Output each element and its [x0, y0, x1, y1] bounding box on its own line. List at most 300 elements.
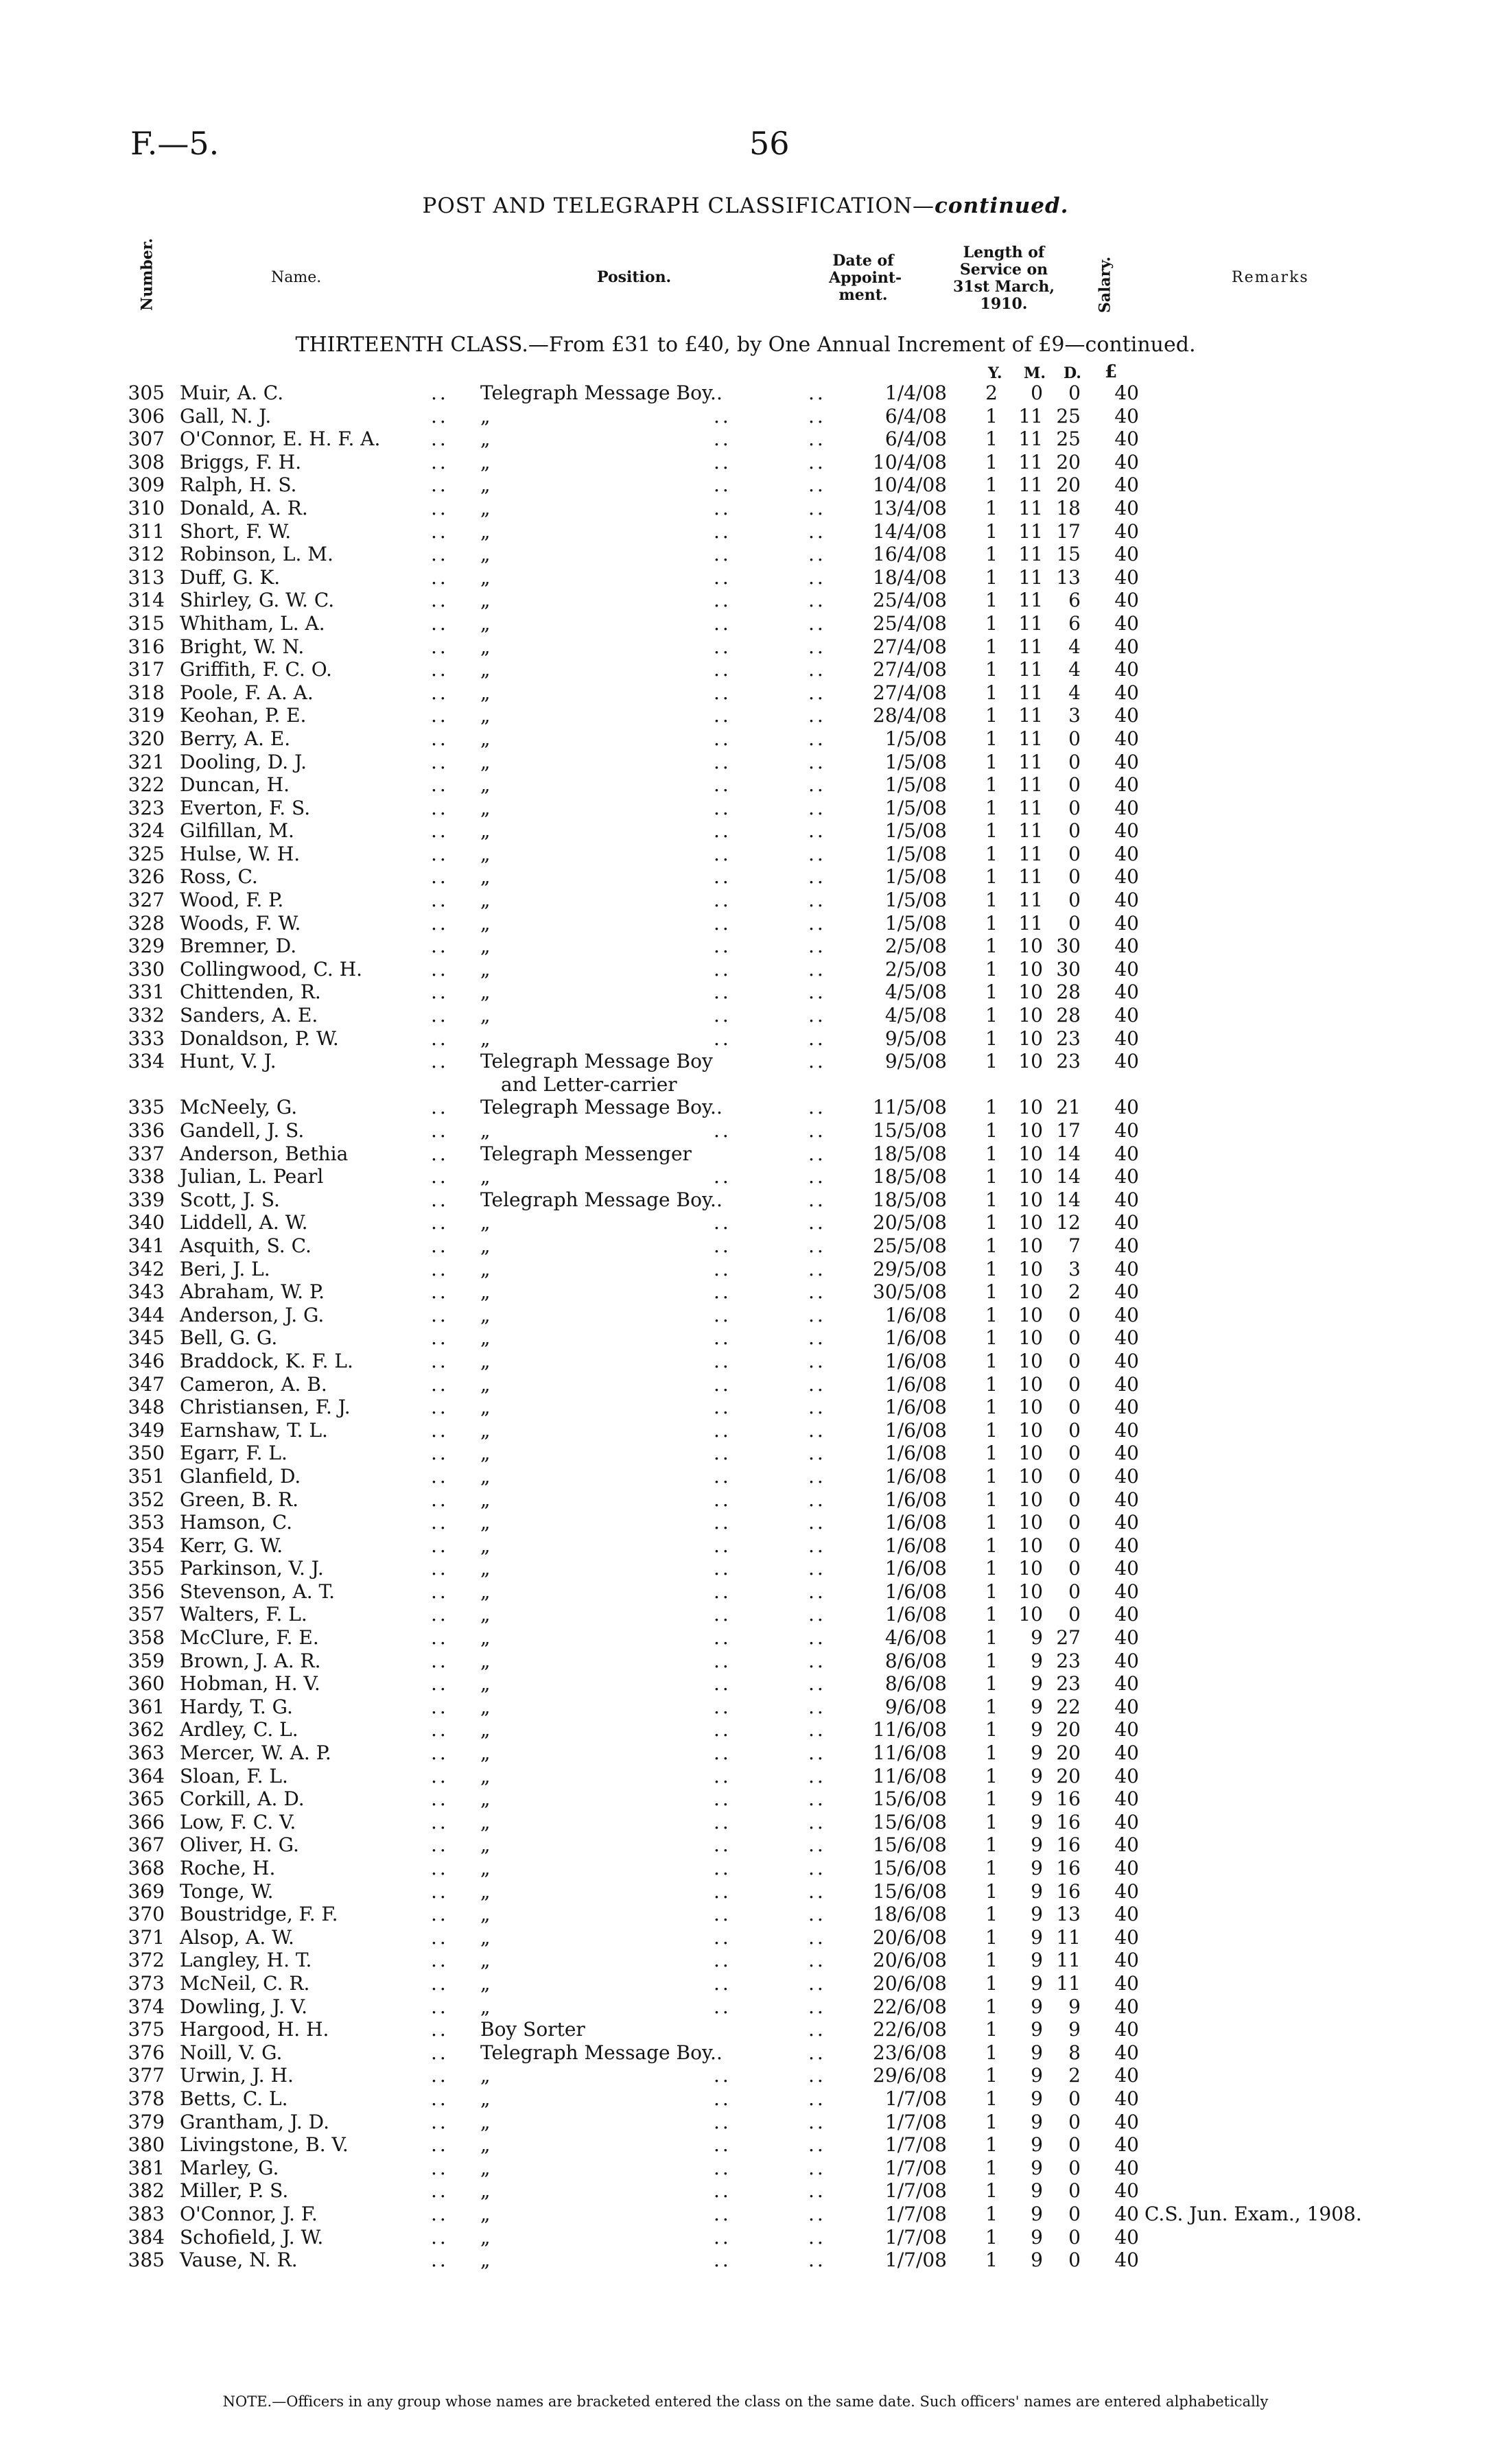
row-months: 10 — [1018, 1349, 1043, 1372]
row-days: 14 — [1056, 1188, 1081, 1211]
table-row — [0, 1787, 1491, 1811]
row-days: 14 — [1056, 1165, 1081, 1188]
row-years: 1 — [985, 543, 998, 566]
leader-dots: .. — [808, 819, 826, 843]
row-date: 9/5/08 — [884, 1050, 947, 1073]
table-row — [0, 1165, 1491, 1188]
leader-dots: .. — [431, 1741, 449, 1765]
row-position: „ — [480, 865, 491, 889]
table-row — [0, 473, 1491, 497]
row-date: 1/6/08 — [884, 1372, 947, 1396]
row-months: 9 — [1031, 2133, 1043, 2157]
row-salary: 40 — [1114, 2064, 1139, 2087]
row-position: „ — [480, 1787, 491, 1811]
table-row — [0, 1880, 1491, 1903]
leader-dots: .. — [808, 1718, 826, 1741]
leader-dots: .. — [808, 1326, 826, 1350]
column-header-remarks: Remarks — [1232, 269, 1309, 286]
unit-pounds: £ — [1105, 362, 1118, 382]
table-row — [0, 1211, 1491, 1234]
table-row — [0, 1765, 1491, 1788]
row-salary: 40 — [1114, 1857, 1139, 1879]
row-number: 371 — [128, 1925, 165, 1949]
table-row — [0, 520, 1491, 543]
row-salary: 40 — [1114, 543, 1139, 566]
leader-dots: .. — [714, 1372, 731, 1396]
leader-dots: .. — [808, 589, 826, 612]
row-date: 1/7/08 — [884, 2225, 947, 2249]
row-name: Schofield, J. W. — [180, 2225, 324, 2249]
row-date: 1/6/08 — [884, 1488, 947, 1511]
leader-dots: .. — [714, 1211, 731, 1234]
row-months: 11 — [1018, 750, 1043, 773]
row-months: 10 — [1018, 1464, 1043, 1488]
row-number: 357 — [128, 1603, 165, 1626]
row-days: 11 — [1056, 1971, 1081, 1995]
row-name: Vause, N. R. — [180, 2249, 298, 2272]
row-years: 1 — [985, 589, 998, 612]
row-months: 9 — [1031, 2064, 1043, 2087]
row-position: „ — [480, 1903, 491, 1926]
leader-dots: .. — [431, 635, 449, 658]
row-years: 1 — [985, 1050, 998, 1073]
row-number: 354 — [128, 1534, 165, 1557]
row-months: 9 — [1031, 1695, 1043, 1718]
row-name: Chittenden, R. — [180, 981, 321, 1004]
row-position: „ — [480, 1280, 491, 1304]
row-position: „ — [480, 1925, 491, 1949]
row-position: „ — [480, 1810, 491, 1833]
table-row — [0, 1027, 1491, 1051]
row-years: 1 — [985, 1649, 998, 1672]
row-salary: 40 — [1114, 1603, 1139, 1626]
row-years: 1 — [985, 450, 998, 473]
row-number: 345 — [128, 1326, 165, 1350]
row-salary: 40 — [1114, 1372, 1139, 1396]
leader-dots: .. — [431, 889, 449, 912]
row-name: Ross, C. — [180, 865, 258, 889]
row-name: Liddell, A. W. — [180, 1211, 308, 1234]
leader-dots: .. — [714, 773, 731, 797]
leader-dots: .. — [714, 1741, 731, 1765]
page-reference: F.—5. — [130, 125, 220, 162]
table-row — [0, 843, 1491, 866]
leader-dots: .. — [714, 1511, 731, 1534]
leader-dots: .. — [431, 1879, 449, 1903]
leader-dots: .. — [808, 1764, 826, 1787]
leader-dots: .. — [714, 842, 731, 865]
row-date: 15/6/08 — [873, 1810, 947, 1833]
row-years: 1 — [985, 1396, 998, 1419]
row-years: 1 — [985, 727, 998, 750]
row-number: 338 — [128, 1165, 165, 1188]
row-number: 332 — [128, 1004, 165, 1027]
row-number: 333 — [128, 1026, 165, 1050]
row-number: 313 — [128, 565, 165, 589]
footnote: NOTE.—Officers in any group whose names are bracketed entered the class on the same date. Such officers' names are entered alphabetically — [222, 2393, 1269, 2410]
leader-dots: .. — [431, 1280, 449, 1304]
leader-dots: .. — [431, 1442, 449, 1465]
row-salary: 40 — [1114, 889, 1139, 912]
row-years: 1 — [985, 635, 998, 658]
row-years: 1 — [985, 2156, 998, 2179]
leader-dots: .. — [808, 842, 826, 865]
row-years: 1 — [985, 1004, 998, 1027]
row-salary: 40 — [1114, 1810, 1139, 1833]
leader-dots: .. — [808, 1418, 826, 1442]
leader-dots: .. — [808, 1303, 826, 1326]
leader-dots: .. — [808, 473, 826, 497]
row-date: 1/5/08 — [884, 819, 947, 843]
row-years: 1 — [985, 1026, 998, 1050]
staff-table — [0, 382, 1491, 2272]
row-days: 0 — [1068, 2156, 1081, 2179]
row-months: 11 — [1018, 473, 1043, 497]
row-salary: 40 — [1114, 773, 1139, 797]
row-position: „ — [480, 704, 491, 727]
row-number: 365 — [128, 1787, 165, 1811]
leader-dots: .. — [431, 1672, 449, 1696]
title-continued: continued. — [935, 193, 1069, 218]
row-months: 9 — [1031, 2225, 1043, 2249]
row-salary: 40 — [1114, 1026, 1139, 1050]
row-position: „ — [480, 519, 491, 543]
leader-dots: .. — [431, 1004, 449, 1027]
row-number: 364 — [128, 1764, 165, 1787]
leader-dots: .. — [431, 404, 449, 427]
row-days: 28 — [1056, 981, 1081, 1004]
row-position: „ — [480, 957, 491, 981]
table-row — [0, 1050, 1491, 1096]
row-salary: 40 — [1114, 1119, 1139, 1142]
row-name: Wood, F. P. — [180, 889, 284, 912]
row-name: Tonge, W. — [180, 1879, 274, 1903]
leader-dots: .. — [808, 1580, 826, 1603]
leader-dots: .. — [808, 2179, 826, 2203]
row-position: „ — [480, 935, 491, 958]
leader-dots: .. — [431, 842, 449, 865]
row-months: 9 — [1031, 1879, 1043, 1903]
row-name: Green, B. R. — [180, 1488, 299, 1511]
row-position: „ — [480, 1119, 491, 1142]
row-date: 10/4/08 — [873, 450, 947, 473]
row-name: Betts, C. L. — [180, 2087, 288, 2110]
row-months: 11 — [1018, 496, 1043, 519]
table-row — [0, 1488, 1491, 1512]
table-row — [0, 1280, 1491, 1304]
column-header-salary — [1095, 244, 1116, 326]
row-salary: 40 — [1114, 658, 1139, 681]
row-position: „ — [480, 1672, 491, 1696]
row-salary: 40 — [1114, 727, 1139, 750]
table-row — [0, 2018, 1491, 2041]
row-date: 6/4/08 — [884, 427, 947, 451]
leader-dots: .. — [808, 889, 826, 912]
row-number: 370 — [128, 1903, 165, 1926]
row-months: 10 — [1018, 1211, 1043, 1234]
table-row — [0, 1557, 1491, 1580]
row-days: 6 — [1068, 589, 1081, 612]
row-years: 1 — [985, 1280, 998, 1304]
leader-dots: .. — [431, 1234, 449, 1257]
row-name: Cameron, A. B. — [180, 1372, 327, 1396]
leader-dots: .. — [808, 750, 826, 773]
row-days: 11 — [1056, 1925, 1081, 1949]
row-salary: 40 — [1114, 2041, 1139, 2064]
row-number: 305 — [128, 382, 165, 404]
table-row — [0, 1258, 1491, 1281]
leader-dots: .. — [431, 1949, 449, 1972]
row-years: 1 — [985, 1119, 998, 1142]
row-days: 15 — [1056, 543, 1081, 566]
row-months: 9 — [1031, 1810, 1043, 1833]
row-position-line2: and Letter-carrier — [501, 1072, 677, 1096]
row-years: 1 — [985, 2202, 998, 2225]
leader-dots: .. — [431, 2179, 449, 2203]
leader-dots: .. — [431, 1119, 449, 1142]
row-number: 308 — [128, 450, 165, 473]
row-days: 21 — [1056, 1096, 1081, 1119]
row-salary: 40 — [1114, 1649, 1139, 1672]
row-months: 11 — [1018, 773, 1043, 797]
leader-dots: .. — [808, 796, 826, 819]
row-months: 10 — [1018, 1534, 1043, 1557]
table-row — [0, 1949, 1491, 1972]
leader-dots: .. — [431, 750, 449, 773]
leader-dots: .. — [431, 1488, 449, 1511]
leader-dots: .. — [808, 1626, 826, 1650]
leader-dots: .. — [808, 543, 826, 566]
leader-dots: .. — [808, 1280, 826, 1304]
row-number: 385 — [128, 2249, 165, 2272]
row-date: 22/6/08 — [873, 2018, 947, 2041]
leader-dots: .. — [714, 727, 731, 750]
row-days: 8 — [1068, 2041, 1081, 2064]
row-number: 353 — [128, 1511, 165, 1534]
row-months: 11 — [1018, 889, 1043, 912]
row-position: „ — [480, 889, 491, 912]
row-position: „ — [480, 1718, 491, 1741]
row-days: 23 — [1056, 1649, 1081, 1672]
row-date: 20/6/08 — [873, 1949, 947, 1972]
row-months: 9 — [1031, 2249, 1043, 2272]
row-number: 326 — [128, 865, 165, 889]
table-row — [0, 1580, 1491, 1604]
leader-dots: .. — [431, 865, 449, 889]
row-days: 0 — [1068, 911, 1081, 935]
row-months: 9 — [1031, 1857, 1043, 1879]
row-months: 9 — [1031, 1833, 1043, 1857]
row-date: 1/6/08 — [884, 1303, 947, 1326]
row-days: 0 — [1068, 1349, 1081, 1372]
row-position: „ — [480, 2064, 491, 2087]
row-position: „ — [480, 1833, 491, 1857]
row-salary: 40 — [1114, 2179, 1139, 2203]
row-years: 1 — [985, 773, 998, 797]
leader-dots: .. — [431, 450, 449, 473]
row-name: Langley, H. T. — [180, 1949, 312, 1972]
leader-dots: .. — [714, 496, 731, 519]
row-date: 11/6/08 — [873, 1764, 947, 1787]
row-name: Miller, P. S. — [180, 2179, 289, 2203]
leader-dots: .. — [431, 2087, 449, 2110]
row-salary: 40 — [1114, 1211, 1139, 1234]
row-date: 1/6/08 — [884, 1418, 947, 1442]
row-salary: 40 — [1114, 2110, 1139, 2133]
row-salary: 40 — [1114, 1995, 1139, 2018]
row-date: 1/6/08 — [884, 1580, 947, 1603]
row-years: 1 — [985, 565, 998, 589]
row-days: 0 — [1068, 2179, 1081, 2203]
row-name: Donaldson, P. W. — [180, 1026, 339, 1050]
leader-dots: .. — [808, 1396, 826, 1419]
row-months: 10 — [1018, 935, 1043, 958]
column-header-number-label: Number. — [138, 238, 156, 311]
row-name: Duff, G. K. — [180, 565, 281, 589]
leader-dots: .. — [808, 1026, 826, 1050]
row-years: 1 — [985, 1903, 998, 1926]
leader-dots: .. — [714, 1349, 731, 1372]
row-months: 10 — [1018, 1488, 1043, 1511]
row-years: 1 — [985, 1442, 998, 1465]
row-date: 11/6/08 — [873, 1718, 947, 1741]
table-row — [0, 935, 1491, 958]
leader-dots: .. — [714, 704, 731, 727]
row-salary: 40 — [1114, 589, 1139, 612]
row-days: 4 — [1068, 681, 1081, 704]
leader-dots: .. — [714, 1787, 731, 1811]
row-date: 1/4/08 — [884, 382, 947, 404]
leader-dots: .. — [714, 796, 731, 819]
row-name: Shirley, G. W. C. — [180, 589, 335, 612]
row-salary: 40 — [1114, 1672, 1139, 1696]
row-number: 363 — [128, 1741, 165, 1765]
leader-dots: .. — [714, 1857, 731, 1879]
row-days: 0 — [1068, 1303, 1081, 1326]
leader-dots: .. — [808, 1741, 826, 1765]
leader-dots: .. — [714, 589, 731, 612]
column-header-name: Name. — [271, 269, 322, 286]
row-name: Braddock, K. F. L. — [180, 1349, 353, 1372]
row-position: „ — [480, 1626, 491, 1650]
table-row — [0, 2133, 1491, 2157]
row-salary: 40 — [1114, 496, 1139, 519]
row-years: 1 — [985, 404, 998, 427]
leader-dots: .. — [431, 658, 449, 681]
row-years: 1 — [985, 1672, 998, 1696]
table-row — [0, 1811, 1491, 1834]
row-years: 1 — [985, 1557, 998, 1580]
leader-dots: .. — [808, 1096, 826, 1119]
leader-dots: .. — [431, 1096, 449, 1119]
table-row — [0, 889, 1491, 912]
row-years: 1 — [985, 1925, 998, 1949]
row-number: 351 — [128, 1464, 165, 1488]
row-date: 4/6/08 — [884, 1626, 947, 1650]
leader-dots: .. — [431, 704, 449, 727]
row-days: 0 — [1068, 2133, 1081, 2157]
row-name: Gall, N. J. — [180, 404, 272, 427]
row-salary: 40 — [1114, 2018, 1139, 2041]
row-date: 9/6/08 — [884, 1695, 947, 1718]
leader-dots: .. — [808, 957, 826, 981]
row-name: Anderson, Bethia — [180, 1142, 349, 1165]
row-years: 1 — [985, 519, 998, 543]
row-number: 337 — [128, 1142, 165, 1165]
row-name: Livingstone, B. V. — [180, 2133, 349, 2157]
row-number: 307 — [128, 427, 165, 451]
row-date: 27/4/08 — [873, 658, 947, 681]
row-position: „ — [480, 496, 491, 519]
row-salary: 40 — [1114, 1396, 1139, 1419]
leader-dots: .. — [431, 1925, 449, 1949]
leader-dots: .. — [431, 1787, 449, 1811]
row-salary: 40 — [1114, 2249, 1139, 2272]
leader-dots: .. — [808, 1603, 826, 1626]
row-years: 1 — [985, 1303, 998, 1326]
row-days: 0 — [1068, 1557, 1081, 1580]
table-row — [0, 1995, 1491, 2019]
leader-dots: .. — [808, 935, 826, 958]
row-date: 10/4/08 — [873, 473, 947, 497]
row-name: McNeely, G. — [180, 1096, 298, 1119]
row-number: 374 — [128, 1995, 165, 2018]
leader-dots: .. — [808, 427, 826, 451]
row-months: 0 — [1031, 382, 1043, 404]
row-years: 1 — [985, 2087, 998, 2110]
leader-dots: .. — [808, 658, 826, 681]
row-years: 1 — [985, 2041, 998, 2064]
row-name: Sloan, F. L. — [180, 1764, 288, 1787]
row-name: Asquith, S. C. — [180, 1234, 312, 1257]
row-days: 0 — [1068, 2225, 1081, 2249]
table-row — [0, 1718, 1491, 1741]
row-position: „ — [480, 1557, 491, 1580]
row-months: 11 — [1018, 704, 1043, 727]
row-number: 379 — [128, 2110, 165, 2133]
row-number: 311 — [128, 519, 165, 543]
row-number: 346 — [128, 1349, 165, 1372]
row-salary: 40 — [1114, 1718, 1139, 1741]
row-name: Low, F. C. V. — [180, 1810, 296, 1833]
table-row — [0, 681, 1491, 705]
row-years: 1 — [985, 1349, 998, 1372]
row-salary: 40 — [1114, 2133, 1139, 2157]
leader-dots: .. — [714, 1396, 731, 1419]
row-date: 15/6/08 — [873, 1857, 947, 1879]
row-days: 18 — [1056, 496, 1081, 519]
row-days: 0 — [1068, 1326, 1081, 1350]
row-salary: 40 — [1114, 1488, 1139, 1511]
row-years: 1 — [985, 611, 998, 635]
row-number: 342 — [128, 1257, 165, 1280]
leader-dots: .. — [431, 1464, 449, 1488]
leader-dots: .. — [714, 1764, 731, 1787]
row-days: 16 — [1056, 1879, 1081, 1903]
row-number: 382 — [128, 2179, 165, 2203]
table-row — [0, 1741, 1491, 1765]
row-days: 0 — [1068, 1603, 1081, 1626]
row-date: 1/7/08 — [884, 2249, 947, 2272]
table-row — [0, 751, 1491, 774]
row-days: 0 — [1068, 2202, 1081, 2225]
row-name: Griffith, F. C. O. — [180, 658, 332, 681]
leader-dots: .. — [714, 1833, 731, 1857]
table-row — [0, 797, 1491, 820]
leader-dots: .. — [431, 1326, 449, 1350]
row-years: 1 — [985, 1326, 998, 1350]
row-name: Boustridge, F. F. — [180, 1903, 338, 1926]
